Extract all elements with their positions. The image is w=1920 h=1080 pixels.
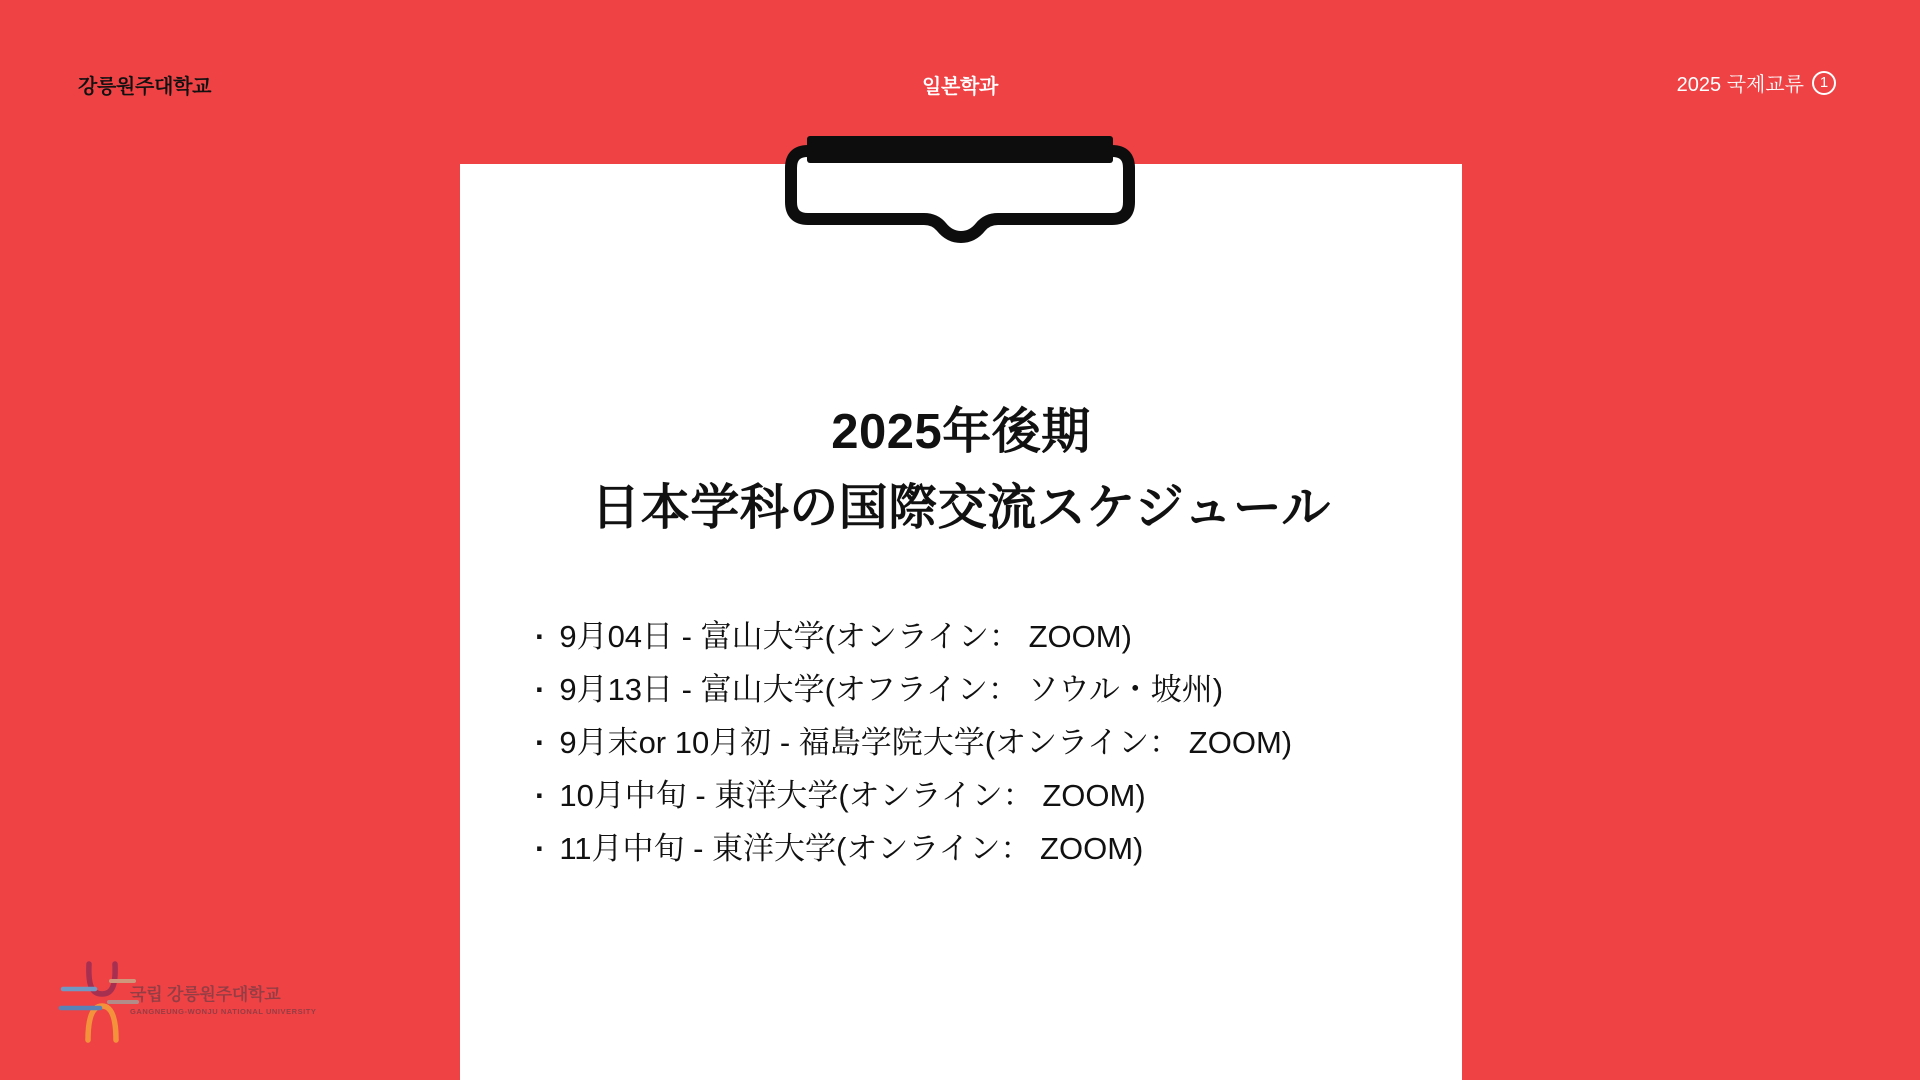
bullet: · — [535, 619, 546, 654]
clip-body — [791, 151, 1129, 237]
bullet: · — [535, 725, 546, 760]
schedule-item-text: 9月13日 - 富山大学(オフライン： ソウル・坡州) — [559, 672, 1224, 707]
schedule-item — [535, 610, 1292, 663]
logo-arch-stroke — [88, 1006, 116, 1040]
university-logo — [58, 958, 358, 1063]
clip-top-bar — [807, 136, 1113, 163]
schedule-item-text: 11月中旬 - 東洋大学(オンライン： ZOOM) — [559, 831, 1144, 866]
schedule-item-text: 9月04日 - 富山大学(オンライン： ZOOM) — [559, 619, 1132, 654]
bullet: · — [535, 778, 546, 813]
bullet: · — [535, 672, 546, 707]
schedule-item — [535, 769, 1292, 822]
header-university-name: 강릉원주대학교 — [78, 76, 212, 98]
logo-english-name: GANGNEUNG-WONJU NATIONAL UNIVERSITY — [130, 1007, 317, 1016]
logo-korean-name: 국립 강릉원주대학교 — [130, 985, 281, 1004]
content-card — [460, 164, 1462, 1080]
clipboard-clip-icon — [780, 130, 1140, 245]
schedule-item-text: 9月末or 10月初 - 福島学院大学(オンライン： ZOOM) — [559, 725, 1293, 760]
header-slide-label-text: 2025 국제교류 — [1676, 74, 1804, 96]
circled-number-badge: 1 — [1812, 71, 1836, 95]
schedule-item — [535, 716, 1292, 769]
slide-title — [460, 394, 1462, 546]
bullet: · — [535, 831, 546, 866]
schedule-list — [535, 610, 1292, 875]
schedule-item-text: 10月中旬 - 東洋大学(オンライン： ZOOM) — [559, 778, 1146, 813]
header-department-name: 일본학과 — [921, 76, 999, 98]
schedule-item — [535, 663, 1292, 716]
slide-title-line1: 2025年後期 — [831, 405, 1091, 459]
header-slide-label — [1677, 68, 1836, 97]
slide-title-line2: 日本学科の国際交流スケジュール — [591, 481, 1331, 535]
university-logo-text — [130, 980, 316, 1016]
schedule-item — [535, 822, 1292, 875]
